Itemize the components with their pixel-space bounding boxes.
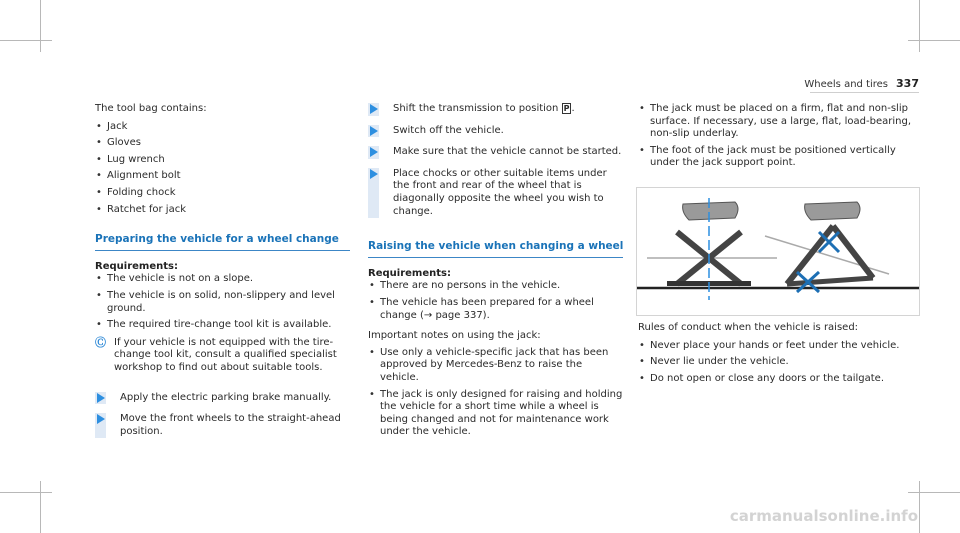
requirements-list <box>95 273 350 331</box>
list-item: • Folding chock <box>95 187 350 200</box>
step-arrow-icon <box>370 169 378 179</box>
jack-notes-list <box>368 347 623 439</box>
note <box>95 337 350 375</box>
list-item: • The vehicle is on solid, non-slippery and level ground. <box>95 290 350 315</box>
list-item: • Jack <box>95 121 350 134</box>
instruction-step <box>368 146 623 159</box>
crop-mark <box>919 0 920 52</box>
column-3-rules <box>638 322 920 385</box>
crop-mark <box>0 492 52 493</box>
list-item: • Do not open or close any doors or the tailgate. <box>638 373 920 386</box>
list-item: • The foot of the jack must be positioned vertically under the jack support point. <box>638 145 920 170</box>
instruction-step <box>368 103 623 116</box>
list-item: • The vehicle is not on a slope. <box>95 273 350 286</box>
info-icon: Ⓒ <box>95 335 106 349</box>
jack-diagram <box>637 188 919 315</box>
list-item: • Never place your hands or feet under the vehicle. <box>638 340 920 353</box>
jack-illustration <box>636 187 920 316</box>
section-heading <box>368 240 623 258</box>
requirements-label: Requirements: <box>368 267 451 279</box>
header-rule <box>810 92 919 93</box>
requirements-label: Requirements: <box>95 260 178 272</box>
list-item: • There are no persons in the vehicle. <box>368 280 623 293</box>
section-title: Raising the vehicle when changing a wheel <box>368 240 624 253</box>
tool-list <box>95 121 350 217</box>
step-text: Move the front wheels to the straight-ahead position. <box>120 413 341 437</box>
step-text: Apply the electric parking brake manually. <box>120 391 332 403</box>
step-text-end: . <box>571 103 575 114</box>
page-number: 337 <box>896 77 919 90</box>
instruction-step <box>95 413 350 438</box>
instruction-step <box>368 125 623 138</box>
jack-placement-list <box>638 103 920 170</box>
list-item: • Never lie under the vehicle. <box>638 356 920 369</box>
rules-intro: Rules of conduct when the vehicle is raised: <box>638 322 859 333</box>
column-2 <box>368 103 623 439</box>
crop-mark <box>919 481 920 533</box>
crop-mark <box>908 40 960 41</box>
step-arrow-icon <box>97 414 105 424</box>
heading-rule <box>368 257 623 258</box>
step-text: Shift the transmission to position <box>393 103 562 114</box>
step-arrow-icon <box>370 126 378 136</box>
step-arrow-icon <box>370 104 378 114</box>
step-arrow-icon <box>97 393 105 403</box>
list-item: • Ratchet for jack <box>95 204 350 217</box>
crop-mark <box>40 481 41 533</box>
list-item: • Gloves <box>95 137 350 150</box>
step-text: Place chocks or other suitable items under the front and rear of the wheel that is diagonally opposite the wheel you wish to change. <box>393 167 607 217</box>
list-item: • Lug wrench <box>95 154 350 167</box>
note-text: If your vehicle is not equipped with the tire-change tool kit, consult a qualified specialist workshop to find out about suitable tools. <box>114 336 337 373</box>
watermark: carmanualsonline.info <box>729 507 918 525</box>
column-3 <box>638 103 920 170</box>
crop-mark <box>908 492 960 493</box>
page-header <box>619 78 919 92</box>
instruction-step <box>95 392 350 405</box>
intro-text: The tool bag contains: <box>95 103 207 114</box>
requirements-list <box>368 280 623 322</box>
step-text: Make sure that the vehicle cannot be started. <box>393 146 622 158</box>
notes-intro: Important notes on using the jack: <box>368 330 541 342</box>
crop-mark <box>40 0 41 52</box>
list-item: • Alignment bolt <box>95 170 350 183</box>
list-item: • The jack is only designed for raising and holding the vehicle for a short time while a wheel is being changed and not for maintenance work under the vehicle. <box>368 389 623 439</box>
list-item: • Use only a vehicle-specific jack that has been approved by Mercedes-Benz to raise the vehicle. <box>368 347 623 385</box>
park-position-symbol: P <box>563 104 570 113</box>
step-arrow-icon <box>370 147 378 157</box>
list-item: • The jack must be placed on a firm, flat and non-slip surface. If necessary, use a large, flat, load-bearing, non-slip underlay. <box>638 103 920 141</box>
column-1 <box>95 103 350 438</box>
section-name: Wheels and tires <box>804 79 889 90</box>
crop-mark <box>0 40 52 41</box>
step-text: Switch off the vehicle. <box>393 124 504 136</box>
list-item: • The required tire-change tool kit is available. <box>95 319 350 332</box>
list-item: • The vehicle has been prepared for a wheel change (→ page 337). <box>368 297 623 322</box>
heading-rule <box>95 250 350 251</box>
section-title: Preparing the vehicle for a wheel change <box>95 233 339 246</box>
rules-list <box>638 340 920 386</box>
instruction-step <box>368 168 623 218</box>
section-heading <box>95 233 350 251</box>
